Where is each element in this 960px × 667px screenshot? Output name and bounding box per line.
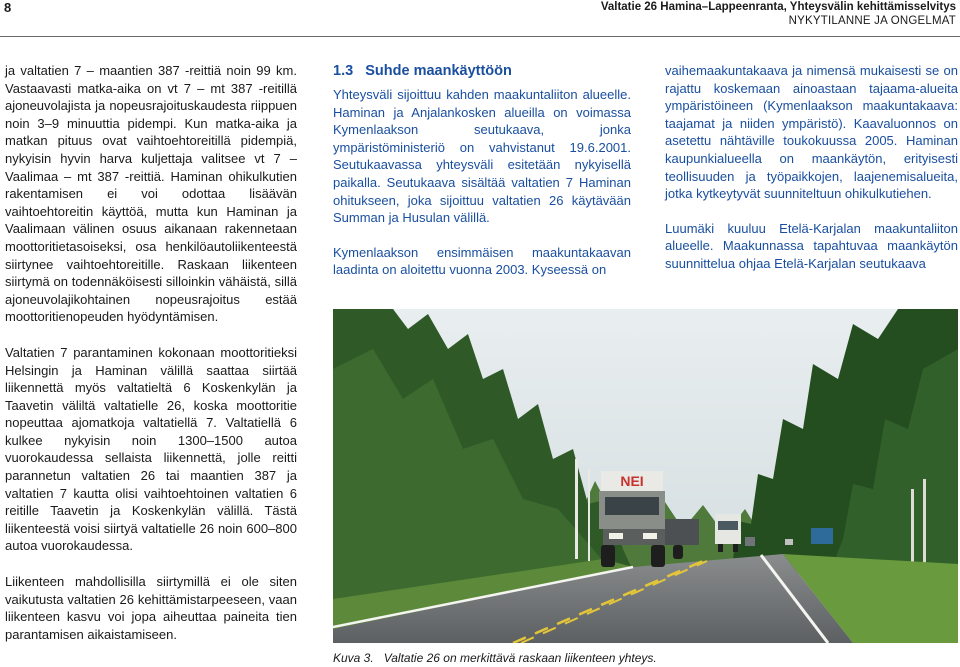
- column-right: [665, 62, 958, 273]
- column-left: [5, 62, 297, 643]
- figure-caption: Kuva 3. Valtatie 26 on merkittävä raskaan liikenteen yhteys.: [333, 651, 657, 665]
- road-photo: [333, 309, 958, 643]
- paragraph: vaihemaakuntakaava ja nimensä mukaisesti se on rajattu koskemaan ainoastaan tajaama-alueita ympäristöineen (Kymenlaakson maakuntakaava: taajamat ja niiden ympäristö). Kaavaluonnos on asetettu nähtäville toukokuussa 2005. Haminan kaupunkialueella on maankäytön, erityisesti teollisuuden ja työpaikkojen, laajenemisalueita, jotka kytkeytyvät suunniteltuun ohikulkutiehen.: [665, 63, 958, 202]
- paragraph: Liikenteen mahdollisilla siirtymillä ei ole siten vaikutusta valtatien 26 kehittämistarpeeseen, vaan liikenteen kasvu voi jopa aiheuttaa paineita tien parantamisen aikaistamiseen.: [5, 574, 297, 642]
- page-number: 8: [4, 0, 12, 15]
- paragraph: Valtatien 7 parantaminen kokonaan moottoritieksi Helsingin ja Haminan välillä saattaa siirtää liikennettä myös valtatieltä 6 Koskenkylän ja Taavetin väliltä valtatielle 26, koska moottoritie nopeuttaa ajomatkoja valtatiellä 7. Valtatiellä 6 kulkee nykyisin noin 1300–1500 autoa vuorokaudessa sellaista liikennettä, jolle reitti parannetun valtatien 26 tai maantien 387 ja valtatien 7 kautta olisi vaihtoehtoinen valtatien 6 reitille Taavetin ja Koskenkylän välillä. Tästä liikenteestä voisi siirtyä valtatielle 26 noin 600–800 autoa vuorokaudessa.: [5, 344, 297, 554]
- paragraph: Yhteysväli sijoittuu kahden maakuntaliiton alueelle. Haminan ja Anjalankosken alueilla on voimassa Kymenlaakson seutukaava, jonka ympäristöministeriö on vahvistanut 19.6.2001. Seutukaavassa yhteysväli esitetään nykyisellä paikalla. Seutukaava sisältää valtatien 7 Haminan ohitukseen, joka sijoittuu valtatien 26 käytävään Summan ja Husulan välillä.: [333, 87, 631, 226]
- truck-text: NEI: [620, 473, 644, 489]
- paragraph: ja valtatien 7 – maantien 387 -reittiä noin 99 km. Vastaavasti matka-aika on vt 7 – mt 387 -reitillä ajoneuvolajista ja nopeusrajoituskaudesta riippuen noin 3–9 minuuttia pidempi. Kun matka-aika ja matkan pituus ovat vaihtoehtoreitillä pidempiä, nykyisin hyvin harva kuljettaja valitsee vt 7 – Vaalimaa – mt 387 -reittiä. Haminan ohikulkutien rakentamisen ei voi odottaa lisäävän vaihtoehtoreitin käyttöä, mutta kun Haminan ja Vaalimaan välinen osuus aikanaan rakennetaan moottoritietasoiseksi, osa henkilöautoliikenteestä siirtynee vaihtoehtoreitille. Raskaan liikenteen siirtymä on todennäköisesti silloinkin vähäistä, sillä ajoneuvolajikohtainen nopeusrajoitus estää moottoritienopeuden hyödyntämisen.: [5, 63, 297, 325]
- running-head: [601, 0, 956, 28]
- paragraph: Kymenlaakson ensimmäisen maakuntakaavan laadinta on aloitettu vuonna 2003. Kyseessä on: [333, 244, 631, 278]
- header-rule: [0, 36, 960, 37]
- running-head-subtitle: NYKYTILANNE JA ONGELMAT: [788, 15, 956, 27]
- column-middle: [333, 62, 631, 279]
- paragraph: Luumäki kuuluu Etelä-Karjalan maakuntaliiton alueelle. Maakunnassa tapahtuvaa maankäytön suunnittelua ohjaa Etelä-Karjalan seutukaava: [665, 220, 958, 271]
- section-heading: 1.3 Suhde maankäyttöön: [333, 63, 512, 79]
- running-head-title: Valtatie 26 Hamina–Lappeenranta, Yhteysvälin kehittämisselvitys: [600, 1, 956, 13]
- road-photo-illustration: [333, 309, 958, 643]
